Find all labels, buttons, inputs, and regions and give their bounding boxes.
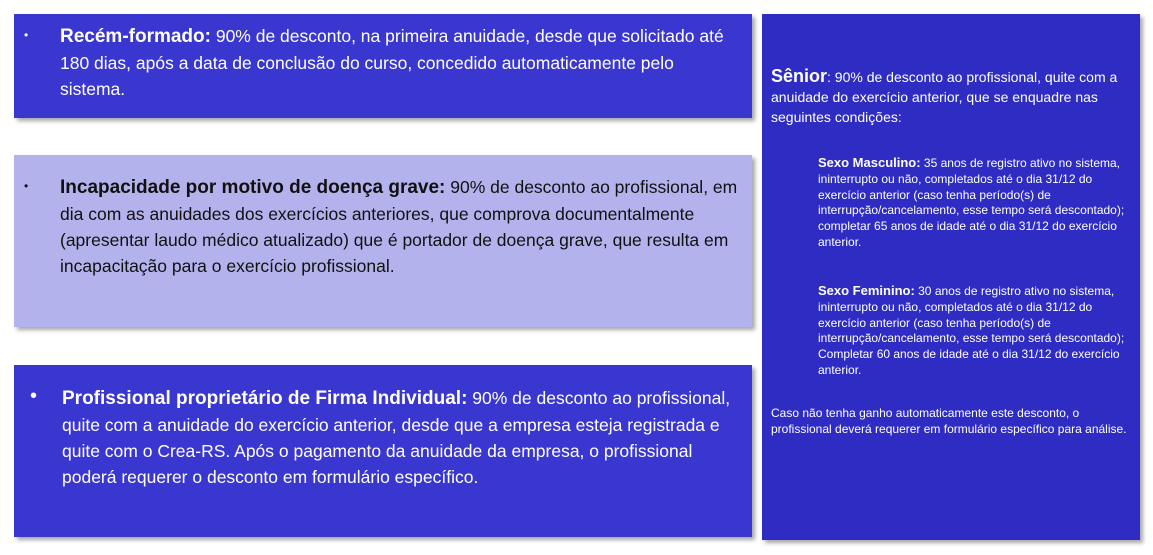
firma-individual-box — [14, 365, 752, 537]
senior-description: : 90% de desconto ao profissional, quite com a anuidade do exercício anterior, que se enquadre nas seguintes condições: — [771, 69, 1118, 125]
senior-note: Caso não tenha ganho automaticamente este desconto, o profissional deverá requerer em formulário específico para análise. — [771, 406, 1127, 436]
senior-title: Sênior — [771, 66, 828, 86]
firma-individual-title: Profissional proprietário de Firma Individual: — [62, 388, 468, 409]
recem-formado-text — [60, 23, 730, 102]
condition-feminino-title: Sexo Feminino: — [818, 283, 915, 298]
condition-masculino-title: Sexo Masculino: — [818, 155, 921, 170]
condition-feminino-text: 30 anos de registro ativo no sistema, ininterrupto ou não, completados até o dia 31/12 do exercício anterior (caso tenha período(s) de interrupção/cancelamento, esse tempo será descontado); Completar 60 anos de idade até o dia 31/12 do exercício anterior. — [818, 284, 1125, 377]
doenca-grave-text — [60, 174, 740, 279]
condition-masculino-text: 35 anos de registro ativo no sistema, ininterrupto ou não, completados até o dia 31/12 do exercício anterior (caso tenha período(s) de interrupção/cancelamento, esse tempo será descontado); completar 65 anos de idade até o dia 31/12 do exercício anterior. — [818, 156, 1125, 249]
senior-text — [771, 66, 1131, 127]
firma-individual-text — [62, 385, 732, 490]
bullet: • — [24, 179, 29, 193]
firma-individual-description: 90% de desconto ao profissional, quite com a anuidade do exercício anterior, desde que a empresa esteja registrada e quite com o Crea-RS. Após o pagamento da anuidade da empresa, o profissional poderá requerer o desconto em formulário específico. — [62, 388, 731, 487]
recem-formado-box — [14, 14, 752, 118]
senior-box — [762, 14, 1140, 540]
recem-formado-title: Recém-formado: — [60, 26, 211, 47]
bullet: • — [30, 385, 38, 407]
doenca-grave-box — [14, 155, 752, 327]
condition-feminino — [818, 283, 1133, 379]
doenca-grave-title: Incapacidade por motivo de doença grave: — [60, 177, 446, 198]
doenca-grave-description: 90% de desconto ao profissional, em dia com as anuidades dos exercícios anteriores, que comprova documentalmente (apresentar laudo médico atualizado) que é portador de doença grave, que resulta em incapacitação para o exercício profissional. — [60, 177, 738, 276]
recem-formado-description: 90% de desconto, na primeira anuidade, desde que solicitado até 180 dias, após a data de conclusão do curso, concedido automaticamente pelo sistema. — [60, 26, 724, 99]
bullet: • — [24, 28, 29, 42]
condition-masculino — [818, 155, 1133, 251]
